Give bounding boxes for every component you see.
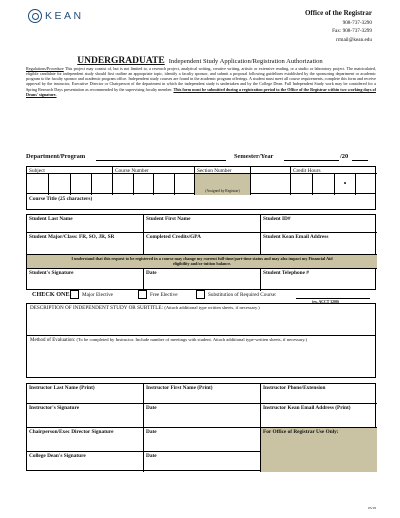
regulations-body: This project may consist of, but is not limited to, a research project, analytical writing, creative writing, artistic or extensive reading, or a studio or laboratory project. The matriculated, eligible candidate for independent study should first outline an appropriate topic, identify a faculty sponsor, and submit a proposal following guidelines established by the sponsoring department or academic program to the faculty sponsor and academic program office. Independent study courses are found in the academic program offerings. A student must meet all course requirements, complete this form and receive approval by the instructor, Executive Director or Chairperson of the department in which the independent study is undertaken and by the College Dean. Full Independent Study work may be considered for a Spring Research Days presentation as recommended by the supervising faculty member. — [26, 66, 376, 92]
instructor-date-field[interactable]: Date — [144, 404, 261, 428]
office-fax: Fax: 908-737-3299 — [332, 28, 372, 35]
financial-aid-acknowledgement: I understand that this request to be registered in a course may change my current full-time/part-time status and may also impact my Financial Aid eligibility and/or tuition balance. — [27, 255, 377, 269]
subject-header: Subject — [27, 167, 113, 174]
substitution-course-field[interactable] — [296, 298, 370, 299]
course-number-box[interactable] — [134, 174, 154, 195]
approvals-table — [26, 383, 376, 471]
kean-seal-icon — [28, 9, 42, 23]
registrar-contact — [305, 9, 372, 44]
evaluation-label: Method of Evaluation: — [30, 338, 76, 343]
student-date-field[interactable]: Date — [144, 269, 261, 291]
registrar-use-only: For Office of Registrar Use Only: — [261, 428, 377, 472]
evaluation-note: (To be completed by Instructor. Include number of meetings with student. Attach additional type-written sheets, if necessary.) — [76, 337, 308, 342]
form-code: 05/18 — [368, 506, 376, 510]
section-number-header: Section Number — [195, 167, 251, 174]
student-signature-field[interactable]: Student's Signature — [27, 269, 144, 291]
blank-header — [251, 167, 291, 174]
instructor-last-name-field[interactable]: Instructor Last Name (Print) — [27, 384, 144, 404]
check-one-label: CHECK ONE: — [32, 291, 72, 298]
kean-logo — [28, 9, 84, 23]
student-first-name-field[interactable]: Student First Name — [144, 215, 261, 233]
free-elective-checkbox[interactable] — [138, 290, 147, 299]
student-major-field[interactable]: Student Major/Class: FR, SO, JR, SR — [27, 233, 144, 255]
decimal-dot: • — [335, 174, 356, 195]
course-title-label: Course Title (25 characters) — [29, 196, 93, 202]
completed-credits-field[interactable]: Completed Credits/GPA — [144, 233, 261, 255]
course-table — [26, 166, 376, 194]
student-telephone-field[interactable]: Student Telephone # — [263, 270, 309, 276]
regulations-bold-note: This form must be submitted during a registration period to the Office of the Registrar within two working days of Deans' signature. — [26, 86, 376, 97]
course-number-box[interactable] — [154, 174, 175, 195]
regulations-text — [26, 66, 376, 97]
instructor-signature-field[interactable]: Instructor's Signature — [27, 404, 144, 428]
course-number-header: Course Number — [113, 167, 195, 174]
major-elective-label: Major Elective — [82, 292, 113, 298]
department-field[interactable] — [96, 160, 226, 161]
student-last-name-field[interactable]: Student Last Name — [27, 215, 144, 233]
office-email: rrmail@kean.edu — [335, 36, 372, 43]
acct-example: (ex. ACCT 3200) — [312, 300, 340, 304]
year-field[interactable] — [352, 160, 368, 161]
student-email-field[interactable]: Student Kean Email Address — [261, 233, 377, 255]
course-number-box[interactable] — [113, 174, 134, 195]
credit-hours-header: Credit Hours — [291, 167, 377, 174]
year-prefix: /20 — [340, 153, 349, 160]
subject-box[interactable] — [71, 174, 92, 195]
evaluation-field[interactable] — [26, 336, 376, 378]
credit-hour-box[interactable] — [291, 174, 313, 195]
course-number-box[interactable] — [175, 174, 195, 195]
department-label: Department/Program — [26, 153, 86, 160]
chair-signature-field[interactable]: Chairperson/Exec Director Signature — [27, 428, 144, 452]
form-title-sub: Independent Study Application/Registration Authorization — [168, 58, 323, 65]
substitution-label: Substitution of Required Course: — [208, 292, 277, 298]
office-title: Office of the Registrar — [304, 9, 372, 17]
subject-box[interactable] — [49, 174, 71, 195]
student-id-field[interactable]: Student ID# — [261, 215, 377, 233]
description-note: (Attach additional type written sheets, if necessary.) — [164, 305, 260, 310]
subject-box[interactable] — [27, 174, 49, 195]
credit-hour-box[interactable] — [356, 174, 377, 195]
semester-label: Semester/Year — [234, 153, 274, 160]
instructor-first-name-field[interactable]: Instructor First Name (Print) — [144, 384, 261, 404]
course-title-field[interactable] — [26, 194, 376, 210]
subject-box[interactable] — [92, 174, 113, 195]
description-field[interactable] — [26, 303, 376, 336]
credit-hour-box[interactable] — [313, 174, 335, 195]
chair-date-field[interactable]: Date — [144, 428, 261, 452]
office-phone: 908-737-3290 — [342, 20, 372, 27]
instructor-email-field[interactable]: Instructor Kean Email Address (Print) — [261, 404, 377, 428]
major-elective-checkbox[interactable] — [70, 290, 79, 299]
dean-signature-field[interactable]: College Dean's Signature — [27, 452, 144, 472]
regulations-heading: Regulations/Procedure — [26, 66, 64, 71]
student-info-table — [26, 214, 376, 290]
logo-text: KEAN — [45, 10, 84, 22]
blank-box — [251, 174, 291, 195]
description-label: DESCRIPTION OF INDEPENDENT STUDY OR SUBTITLE: — [30, 305, 164, 311]
free-elective-label: Free Elective — [150, 292, 178, 298]
dean-date-field[interactable]: Date — [144, 452, 261, 472]
semester-field[interactable] — [284, 160, 339, 161]
substitution-checkbox[interactable] — [196, 290, 205, 299]
section-assigned-note: (Assigned by Registrar) — [195, 174, 251, 195]
instructor-phone-field[interactable]: Instructor Phone/Extension — [261, 384, 377, 404]
form-title-main: UNDERGRADUATE — [77, 56, 165, 66]
